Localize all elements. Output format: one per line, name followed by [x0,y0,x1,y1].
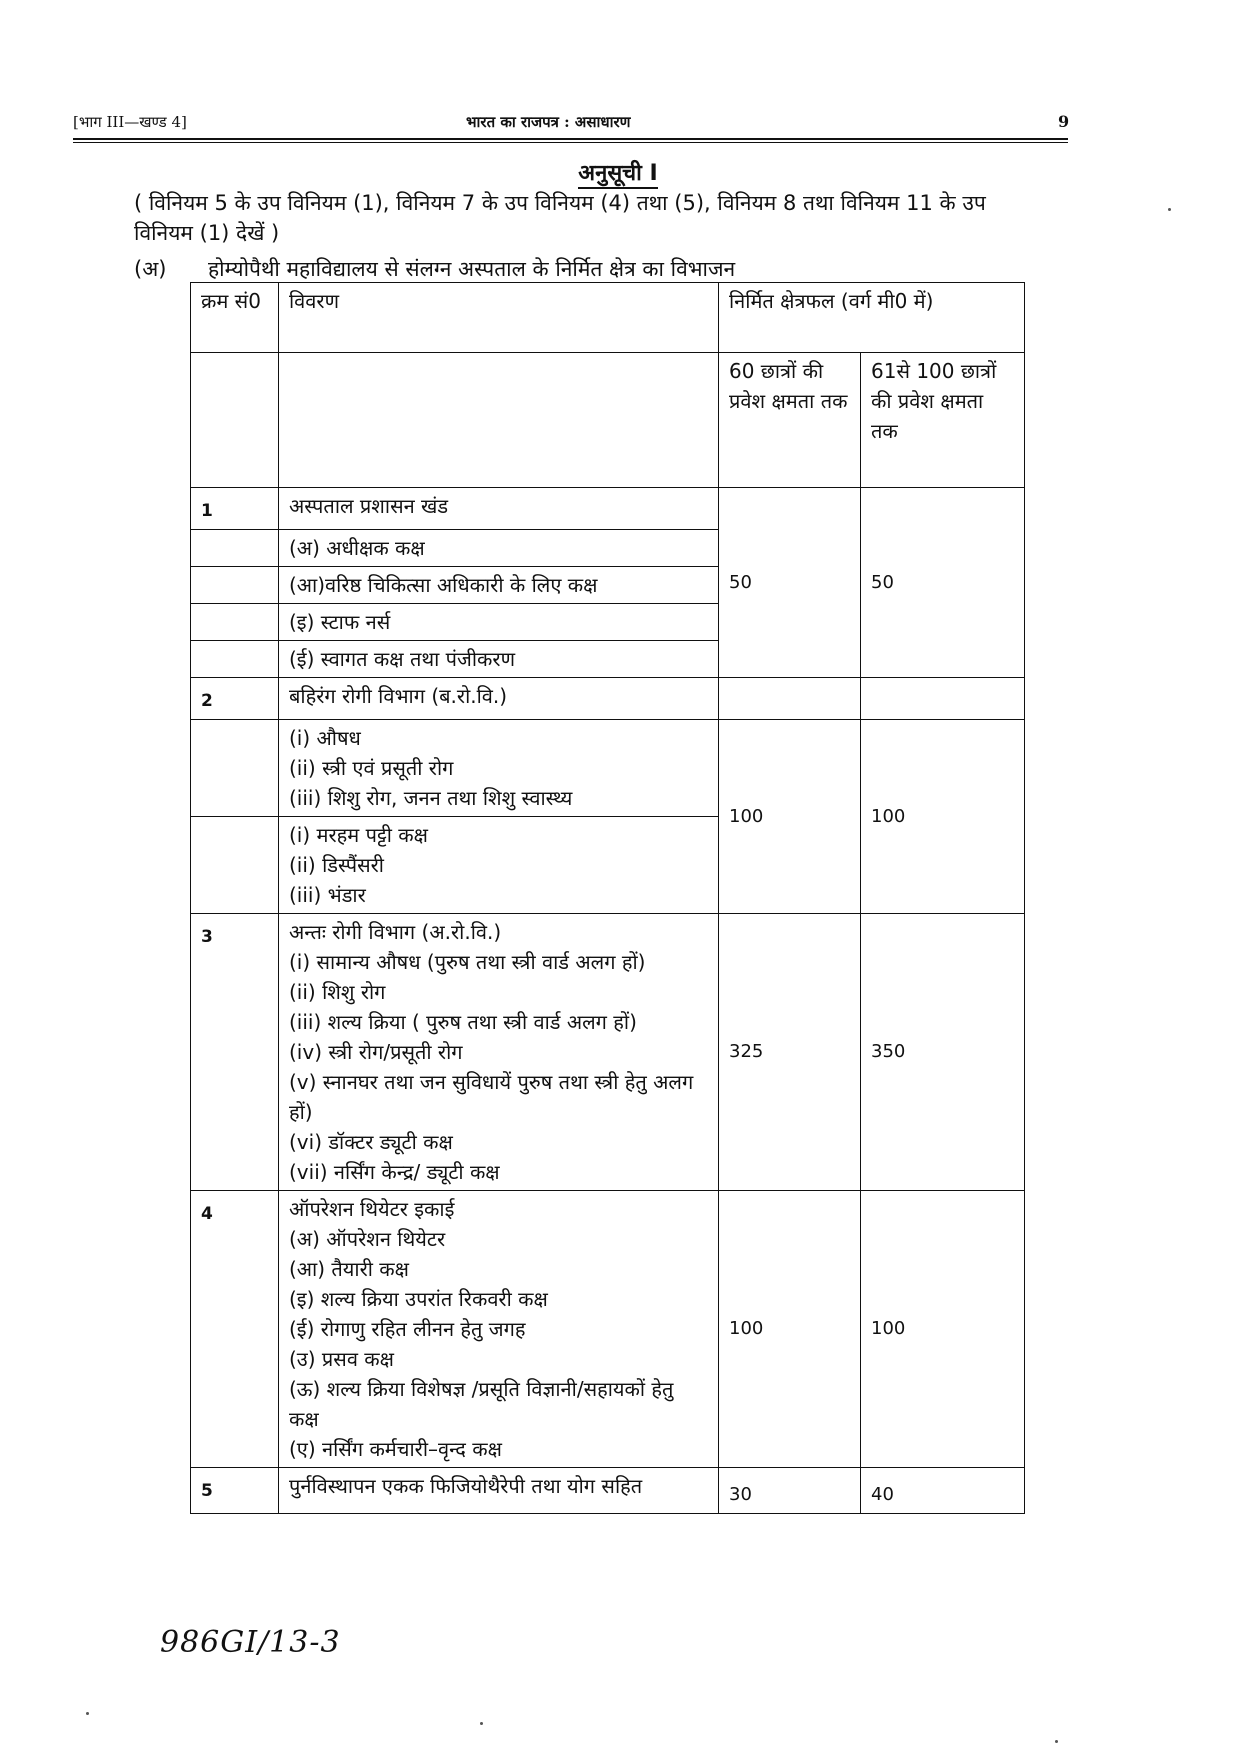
row-item: (i) सामान्य औषध (पुरुष तथा स्त्री वार्ड अलग हों) [289,950,646,974]
row-sno: 4 [191,1191,279,1468]
header-desc: विवरण [279,283,719,353]
row-sno: 2 [191,678,279,720]
row-sno-empty [191,567,279,604]
row-empty-100 [861,678,1025,720]
regulation-reference: ( विनियम 5 के उप विनियम (1), विनियम 7 के उप विनियम (4) तथा (5), विनियम 8 तथा विनियम 11 के उप विनियम (1) देखें ) [134,191,986,245]
row-value-100: 350 [861,914,1025,1191]
row-sno-empty [191,720,279,817]
header-sno: क्रम सं0 [191,283,279,353]
table-subheader-row [191,353,1025,488]
row-sno-empty [191,641,279,678]
header-rule [73,138,1068,140]
row-item: (ई) रोगाणु रहित लीनन हेतु जगह [289,1317,526,1341]
row-item: (उ) प्रसव कक्ष [289,1347,395,1371]
row-title: ऑपरेशन थियेटर इकाई [289,1197,455,1221]
row-sno-empty [191,530,279,567]
header-area: निर्मित क्षेत्रफल (वर्ग मी0 में) [719,283,1025,353]
table-row [191,488,1025,530]
table-header-row [191,283,1025,353]
row-item: (इ) शल्य क्रिया उपरांत रिकवरी कक्ष [289,1287,548,1311]
page-number: 9 [1058,112,1070,131]
scan-speck [480,1722,483,1725]
header-cap60: 60 छात्रों की प्रवेश क्षमता तक [719,353,861,488]
row-value-60: 325 [719,914,861,1191]
row-item: (अ) ऑपरेशन थियेटर [289,1227,446,1251]
row-value-60: 30 [719,1468,861,1514]
scan-speck [86,1712,89,1715]
handwritten-reference: 986GI/13-3 [160,1625,341,1660]
row-sno: 3 [191,914,279,1191]
table-row [191,914,1025,1191]
row-item: (ई) स्वागत कक्ष तथा पंजीकरण [279,641,719,678]
row-item: (vii) नर्सिंग केन्द्र/ ड्यूटी कक्ष [289,1160,500,1184]
header-part-label: [भाग III—खण्ड 4] [73,113,187,131]
row-item: (v) स्नानघर तथा जन सुविधायें पुरुष तथा स्त्री हेतु अलग हों) [289,1070,694,1124]
row-title: पुर्नविस्थापन एकक फिजियोथैरेपी तथा योग सहित [279,1468,719,1514]
row-item: (vi) डॉक्टर ड्यूटी कक्ष [289,1130,453,1154]
row-value-100: 100 [861,720,1025,914]
table-row [191,678,1025,720]
row-items-group [279,817,719,914]
header-cap100: 61से 100 छात्रों की प्रवेश क्षमता तक [861,353,1025,488]
section-mark: (अ) [134,257,167,281]
row-item: (ii) डिस्पैंसरी [289,853,384,877]
scan-speck [1168,208,1171,211]
subheader-empty [191,353,279,488]
row-item: (इ) स्टाफ नर्स [279,604,719,641]
subheader-empty-desc [279,353,719,488]
table-row [191,1468,1025,1514]
row-sno: 5 [191,1468,279,1514]
header-gazette-title: भारत का राजपत्र : असाधारण [466,113,631,131]
row-value-100: 40 [861,1468,1025,1514]
row-items-group [279,914,719,1191]
row-item: (अ) अधीक्षक कक्ष [279,530,719,567]
row-title: बहिरंग रोगी विभाग (ब.रो.वि.) [279,678,719,720]
row-item: (ए) नर्सिंग कर्मचारी–वृन्द कक्ष [289,1437,502,1461]
row-item: (i) मरहम पट्टी कक्ष [289,823,428,847]
row-item: (i) औषध [289,726,361,750]
row-sno-empty [191,817,279,914]
table-row [191,1191,1025,1468]
row-value-60: 100 [719,720,861,914]
row-value-100: 100 [861,1191,1025,1468]
row-item: (आ) तैयारी कक्ष [289,1257,410,1281]
table-subrow [191,720,1025,817]
row-item: (iii) भंडार [289,883,366,907]
row-item: (ii) शिशु रोग [289,980,386,1004]
row-value-100: 50 [861,488,1025,678]
row-item: (ऊ) शल्य क्रिया विशेषज्ञ /प्रसूति विज्ञानी/सहायकों हेतु कक्ष [289,1377,674,1431]
row-item: (iii) शिशु रोग, जनन तथा शिशु स्वास्थ्य [289,786,573,810]
row-item: (iv) स्त्री रोग/प्रसूती रोग [289,1040,463,1064]
row-items-group [279,720,719,817]
row-item: (iii) शल्य क्रिया ( पुरुष तथा स्त्री वार्ड अलग हों) [289,1010,637,1034]
row-title: अन्तः रोगी विभाग (अ.रो.वि.) [289,920,502,944]
row-value-60: 50 [719,488,861,678]
header-rule-thin [73,142,1068,143]
schedule-title: अनुसूची I [0,157,1236,187]
row-item: (आ)वरिष्ठ चिकित्सा अधिकारी के लिए कक्ष [279,567,719,604]
row-title: अस्पताल प्रशासन खंड [279,488,719,530]
row-sno-empty [191,604,279,641]
scan-speck [1055,1740,1058,1743]
area-table [190,282,1025,1514]
row-item: (ii) स्त्री एवं प्रसूती रोग [289,756,454,780]
row-value-60: 100 [719,1191,861,1468]
row-empty-60 [719,678,861,720]
section-title: होम्योपैथी महाविद्यालय से संलग्न अस्पताल के निर्मित क्षेत्र का विभाजन [208,257,736,281]
row-items-group [279,1191,719,1468]
row-sno: 1 [191,488,279,530]
